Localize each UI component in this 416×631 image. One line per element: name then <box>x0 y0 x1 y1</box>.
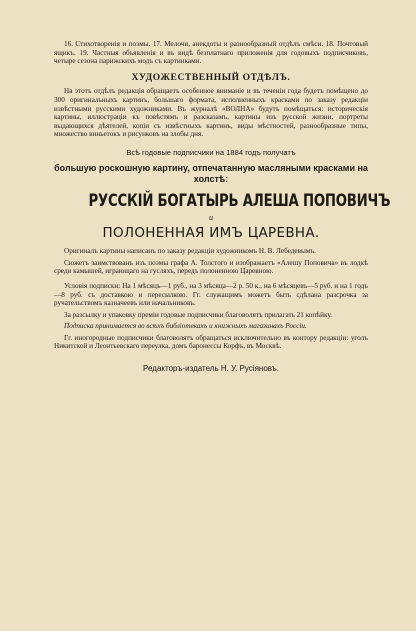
subscribers-line: Всѣ годовые подписчики на 1884 годъ получатъ <box>126 147 296 157</box>
intro-paragraph: 16. Стихотворенія и поэмы. 17. Мелочи, анекдоты и разнообразный отдѣлъ смѣси. 18. Почтовый ящикъ. 19. Частныя объявленія и въ видѣ безплатнаго приложенія для годовыхъ подписчиковъ, четыре сезона парижскихъ модъ съ картинками. <box>54 40 368 66</box>
original-paragraph: Оригиналъ картины написанъ по заказу редакціи художникомъ Н. В. Лебедевымъ. <box>64 247 316 256</box>
section-heading-art: ХУДОЖЕСТВЕННЫЙ ОТДѢЛЪ. <box>131 72 291 83</box>
editor-line: Редакторъ-издатель Н. У. Русіяновъ. <box>143 364 279 374</box>
large-picture-line: большую роскошную картину, отпечатанную масляными красками на холстѣ: <box>54 162 368 184</box>
terms-paragraph: Условія подписки: На 1 мѣсяцъ—1 руб., на 3 мѣсяца—2 р. 50 к., на 6 мѣсяцевъ—5 руб. и на 1 годъ—8 руб. съ доставкою и пересылкою. Гг. служащимъ можетъ быть сдѣлана разсрочка за ручательствомъ казначеевъ или начальниковъ. <box>54 281 368 308</box>
art-paragraph: На этотъ отдѣлъ редакція обращаетъ особенное вниманіе и въ теченіи года будетъ помѣщено до 300 оригинальныхъ картинъ, большаго формата, исполненныхъ красками по заказу редакціи извѣстными русскими художниками. Въ журналѣ «ВОЛНА» будутъ помѣщаться: историческія картины, иллюстраціи къ повѣстямъ и разсказамъ, картины изъ русской жизни, портреты выдающихся дѣятелей, копіи съ извѣстныхъ картинъ, виды мѣстностей, разнообразные типы, множество виньетокъ и рисунковъ на злобы дня. <box>54 87 368 139</box>
picture-title: РУССКІЙ БОГАТЫРЬ АЛЕША ПОПОВИЧЪ <box>88 190 391 211</box>
address-paragraph: Гг. иногородные подписчики благоволятъ обращаться исключительно въ контору редакціи: уголъ Никитской и Леонтьевскаго переулка, домъ баронессы Корфъ, въ Москвѣ. <box>54 333 368 351</box>
where-paragraph: Подписка принимается во всѣхъ библіотекахъ и книжныхъ магазинахъ Россіи. <box>64 322 307 331</box>
plot-paragraph: Сюжетъ заимствованъ изъ поэмы графа А. Толстого и изображаетъ «Алешу Поповича» въ лодкѣ среди камышей, играющаго на гусляхъ, передъ полоненною Царевною. <box>54 258 368 276</box>
deadline-paragraph: За разсылку и упаковку преміи годовые подписчики благоволятъ прилагать 21 копѣйку. <box>64 310 333 319</box>
picture-subtitle: ПОЛОНЕННАЯ ИМЪ ЦАРЕВНА. <box>102 225 320 242</box>
conjunction: и <box>209 212 213 222</box>
